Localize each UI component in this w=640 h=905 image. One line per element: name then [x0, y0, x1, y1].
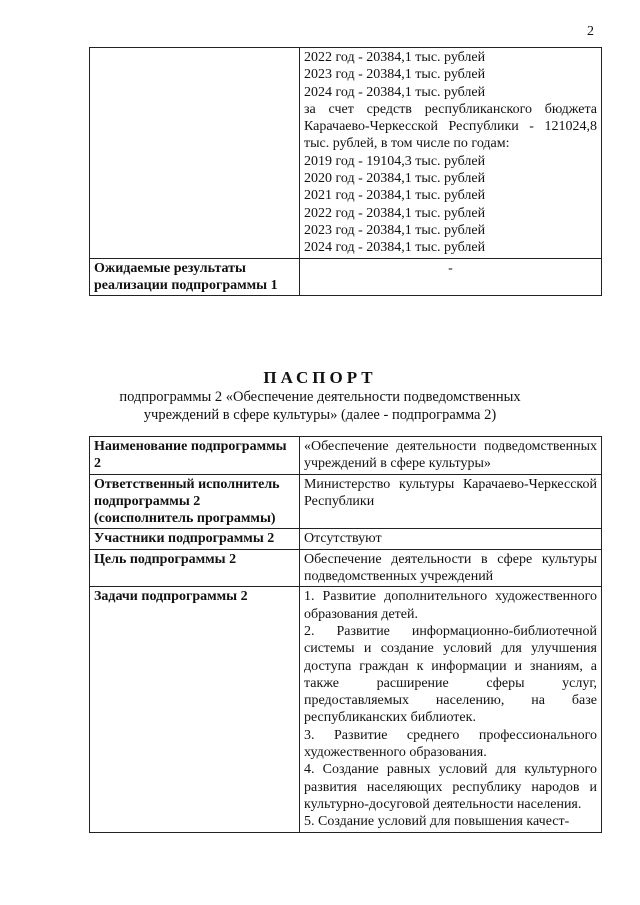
table-row — [90, 48, 602, 259]
task-item: 3. Развитие среднего профессионального художественного образования. — [303, 727, 597, 761]
passport-table — [89, 436, 602, 833]
row-value: Отсутствуют — [299, 529, 601, 549]
table-row — [90, 437, 602, 475]
table-row — [90, 529, 602, 549]
funding-line: 2021 год - 20384,1 тыс. рублей — [304, 188, 486, 204]
expected-results-label: Ожидаемые результаты реализации подпрограммы 1 — [90, 258, 300, 296]
funding-line: 2020 год - 20384,1 тыс. рублей — [304, 171, 486, 187]
row-value: Обеспечение деятельности в сфере культуры подведомственных учреждений — [299, 549, 601, 587]
row-label: Ответственный исполнитель подпрограммы 2 (соисполнитель программы) — [90, 474, 300, 529]
funding-line: 2024 год - 20384,1 тыс. рублей — [304, 84, 486, 100]
table-row — [90, 258, 602, 296]
task-item: 5. Создание условий для повышения качест- — [303, 814, 570, 830]
passport-title: ПАСПОРТ — [263, 368, 377, 387]
passport-subtitle-line: подпрограммы 2 «Обеспечение деятельности подведомственных — [119, 389, 521, 405]
task-item: 4. Создание равных условий для культурного развития населяющих республику народов и культурно-досуговой деятельности населения. — [303, 762, 597, 812]
tasks-cell — [299, 587, 601, 832]
table-row — [90, 474, 602, 529]
table-row — [90, 587, 602, 832]
tasks-label: Задачи подпрограммы 2 — [90, 587, 300, 832]
funding-cell — [300, 48, 602, 259]
funding-line: 2019 год - 19104,3 тыс. рублей — [304, 153, 486, 169]
task-item: 1. Развитие дополнительного художественного образования детей. — [303, 589, 597, 622]
funding-line: 2023 год - 20384,1 тыс. рублей — [304, 222, 486, 238]
page-number: 2 — [587, 24, 594, 39]
row-value: «Обеспечение деятельности подведомственных учреждений в сфере культуры» — [299, 437, 601, 475]
empty-label-cell — [90, 48, 300, 259]
task-item: 2. Развитие информационно-библиотечной системы и создание условий для улучшения доступа граждан к информации и знаниям, а также расширение сферы услуг, предоставляемых населению, на базе республиканских библиотек. — [303, 623, 597, 726]
funding-line: 2022 год - 20384,1 тыс. рублей — [304, 50, 486, 65]
expected-results-value: - — [300, 258, 602, 296]
passport-subtitle — [0, 388, 640, 424]
row-label: Участники подпрограммы 2 — [90, 529, 300, 549]
row-value: Министерство культуры Карачаево-Черкесской Республики — [299, 474, 601, 529]
row-label: Наименование подпрограммы 2 — [90, 437, 300, 475]
funding-line: 2024 год - 20384,1 тыс. рублей — [304, 240, 486, 256]
passport-subtitle-line: учреждений в сфере культуры» (далее - подпрограмма 2) — [143, 407, 497, 423]
funding-line: 2023 год - 20384,1 тыс. рублей — [304, 67, 486, 83]
funding-line: 2022 год - 20384,1 тыс. рублей — [304, 205, 486, 221]
row-label: Цель подпрограммы 2 — [90, 549, 300, 587]
funding-table — [89, 47, 602, 296]
republic-budget-text: за счет средств республиканского бюджета Карачаево-Черкесской Республики - 121024,8 тыс. рублей, в том числе по годам: — [304, 101, 597, 152]
table-row — [90, 549, 602, 587]
